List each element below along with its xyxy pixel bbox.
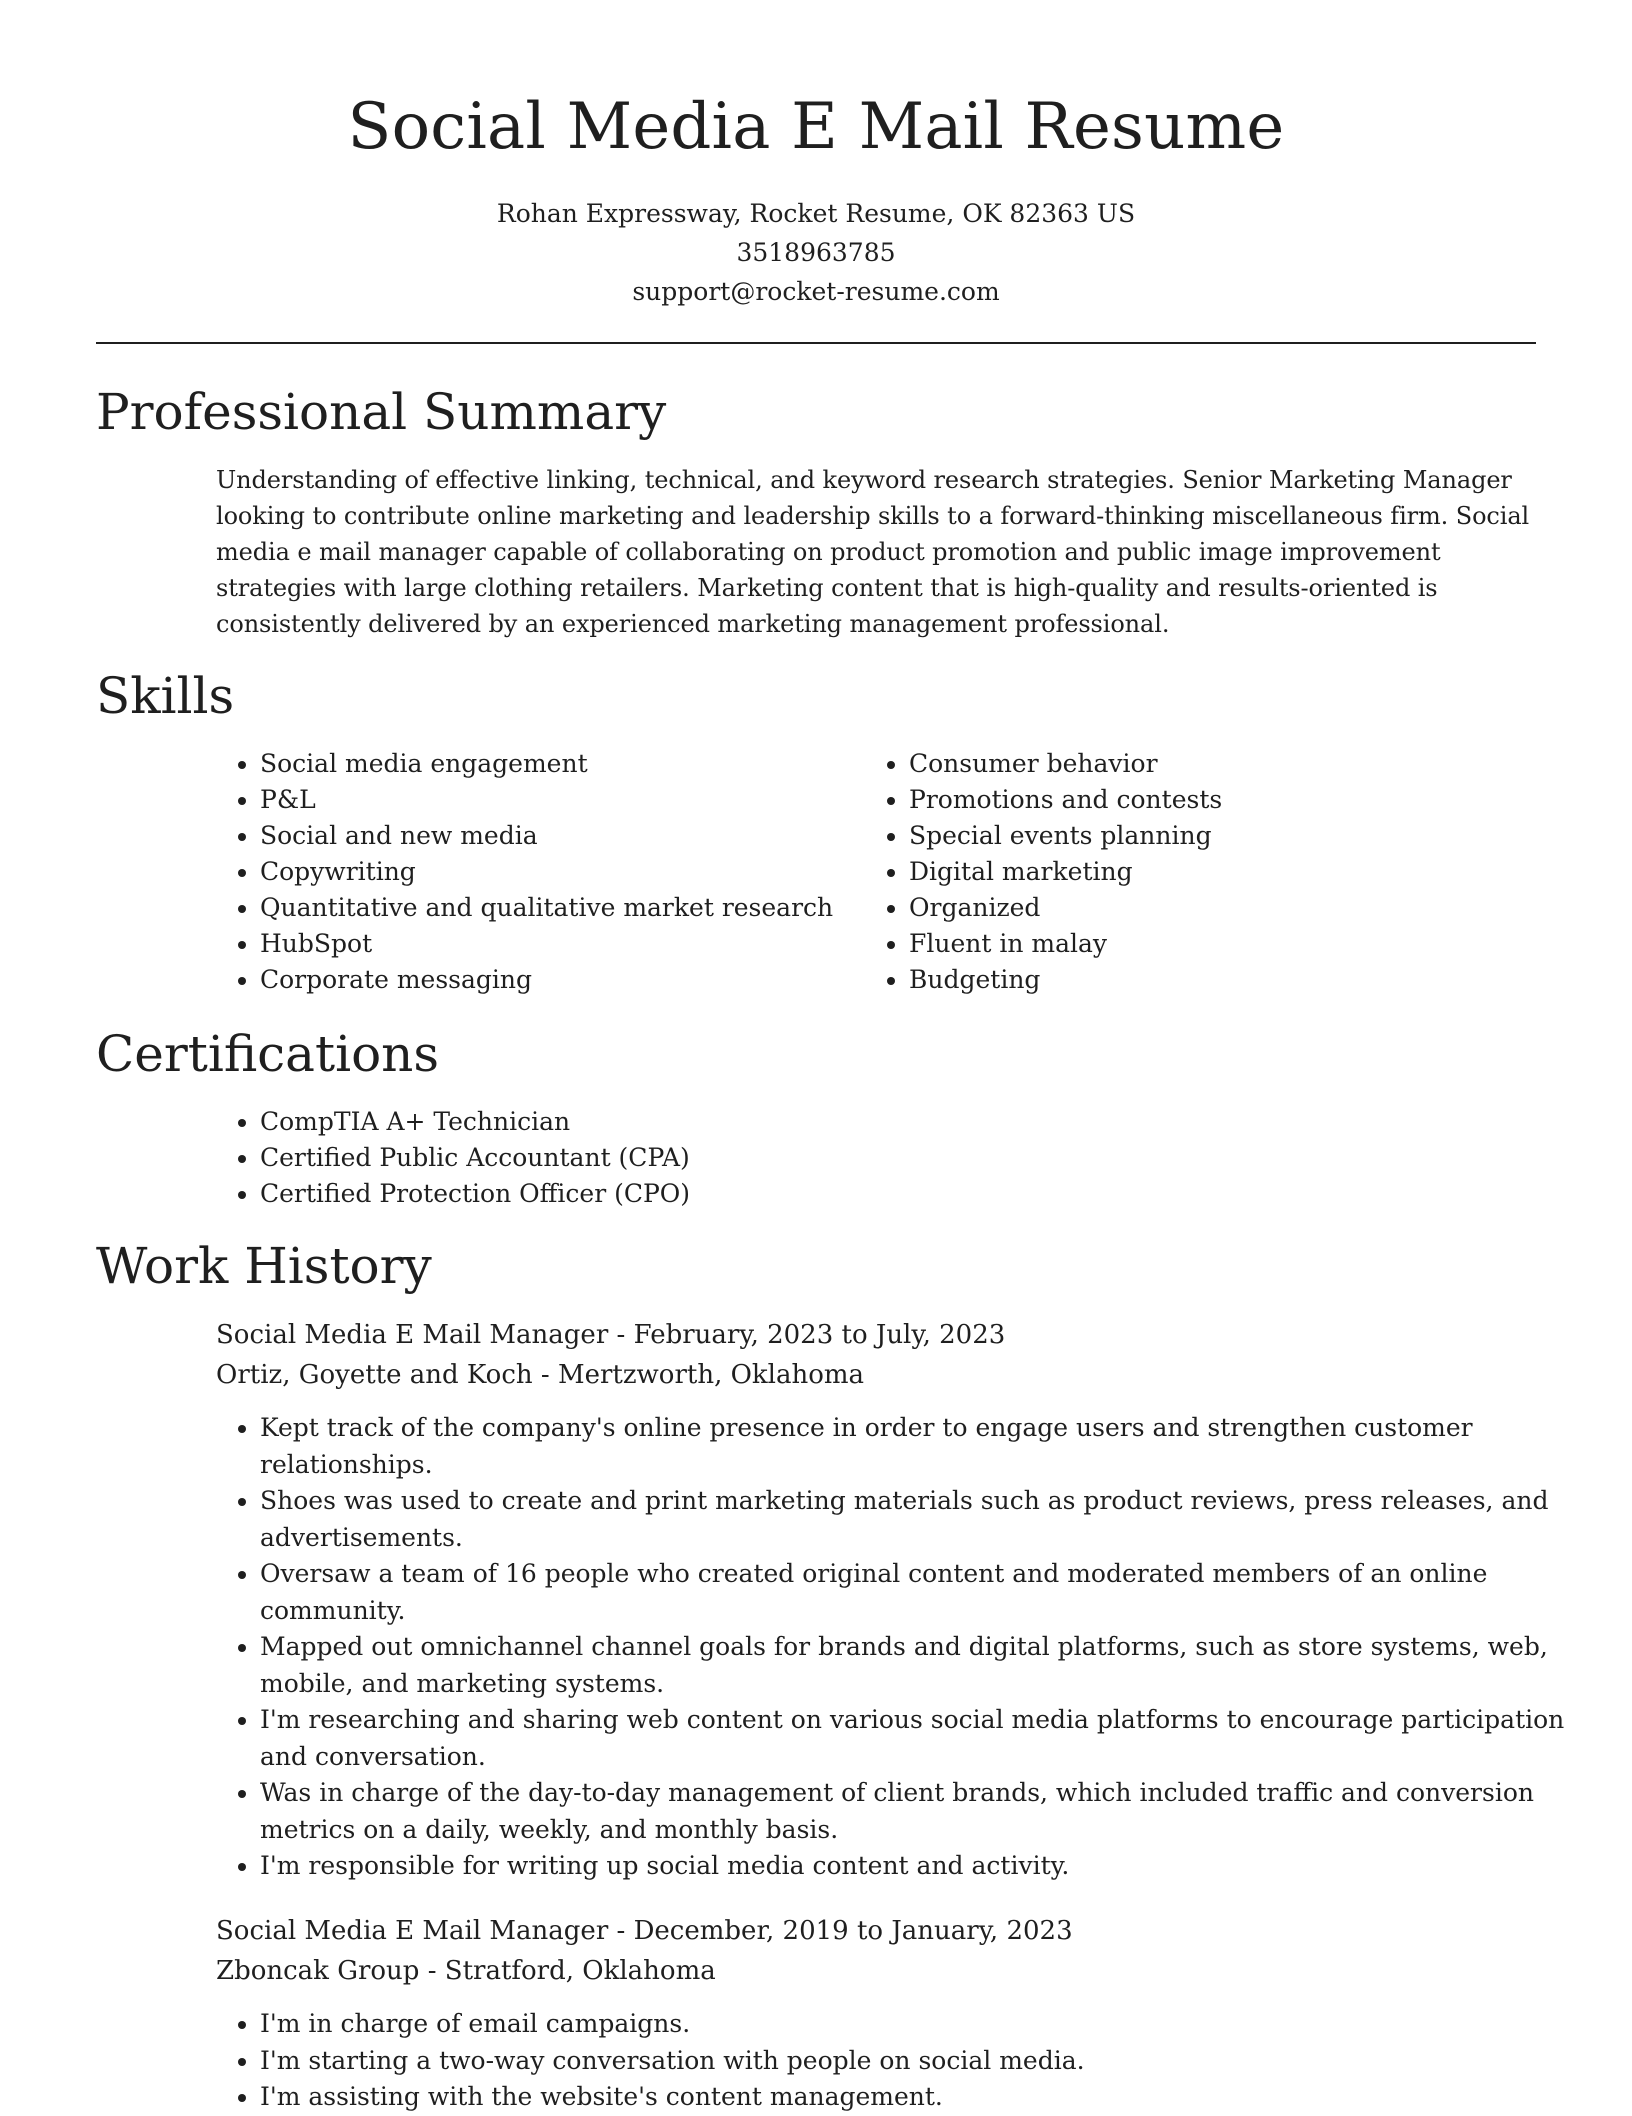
job-duties-list <box>216 1410 1590 1885</box>
job-role: Social Media E Mail Manager <box>216 1916 609 1946</box>
skill-item: • Organized <box>909 890 1529 926</box>
separator: - <box>532 1360 558 1390</box>
job-company: Zboncak Group <box>216 1956 420 1986</box>
skill-item: • Consumer behavior <box>909 746 1529 782</box>
section-title-certifications: Certifications <box>96 1025 440 1083</box>
job-company: Ortiz, Goyette and Koch <box>216 1360 533 1390</box>
skill-item: • Promotions and contests <box>909 782 1529 818</box>
skill-item: • Digital marketing <box>909 854 1529 890</box>
skill-item: • Corporate messaging <box>260 962 880 998</box>
section-title-summary: Professional Summary <box>96 383 667 441</box>
job-duty-item: • I'm assisting with the website's content management. <box>260 2079 1590 2116</box>
skill-item: • Social and new media <box>260 818 880 854</box>
job-duties-list <box>216 2006 1590 2116</box>
job-location: Stratford, Oklahoma <box>444 1956 716 1986</box>
separator: - <box>608 1916 634 1946</box>
job-role: Social Media E Mail Manager <box>216 1320 609 1350</box>
skill-item: • Social media engagement <box>260 746 880 782</box>
section-title-skills: Skills <box>96 667 235 725</box>
skill-item: • Fluent in malay <box>909 926 1529 962</box>
certification-item: • Certified Public Accountant (CPA) <box>260 1140 1460 1176</box>
job-employer <box>216 1951 716 1991</box>
job-duty-item: • Was in charge of the day-to-day management of client brands, which included traffic and conversion metrics on a daily, weekly, and monthly basis. <box>260 1775 1590 1848</box>
skill-item: • Special events planning <box>909 818 1529 854</box>
resume-title: Social Media E Mail Resume <box>347 90 1285 164</box>
job-duty-item: • Kept track of the company's online presence in order to engage users and strengthen customer relationships. <box>260 1410 1590 1483</box>
job-duty-item: • Oversaw a team of 16 people who created original content and moderated members of an online community. <box>260 1556 1590 1629</box>
job-duty-item: • I'm starting a two-way conversation with people on social media. <box>260 2043 1590 2080</box>
job-location: Mertzworth, Oklahoma <box>557 1360 865 1390</box>
job-duty-item: • I'm responsible for writing up social media content and activity. <box>260 1848 1590 1885</box>
contact-block <box>96 194 1536 311</box>
skill-item: • Copywriting <box>260 854 880 890</box>
certification-item: • Certified Protection Officer (CPO) <box>260 1176 1460 1212</box>
skill-item: • Budgeting <box>909 962 1529 998</box>
section-title-work-history: Work History <box>96 1237 432 1295</box>
job-dates: February, 2023 to July, 2023 <box>633 1320 1006 1350</box>
skill-item: • HubSpot <box>260 926 880 962</box>
summary-text: Understanding of effective linking, technical, and keyword research strategies. Senior Marketing Manager looking to contribute online marketing and leadership skills to a forward-thinking miscellaneous firm. Social media e mail manager capable of collaborating on product promotion and public image improvement strategies with large clothing retailers. Marketing content that is high-quality and results-oriented is consistently delivered by an experienced marketing management professional. <box>216 466 1530 638</box>
job-heading <box>216 1315 1005 1355</box>
resume-header <box>96 82 1536 311</box>
skills-list-left <box>216 746 880 998</box>
header-divider <box>96 342 1536 344</box>
certification-item: • CompTIA A+ Technician <box>260 1104 1460 1140</box>
job-duty-item: • Shoes was used to create and print marketing materials such as product reviews, press releases, and advertisements. <box>260 1483 1590 1556</box>
separator: - <box>608 1320 634 1350</box>
job-duty-item: • Mapped out omnichannel channel goals for brands and digital platforms, such as store systems, web, mobile, and marketing systems. <box>260 1629 1590 1702</box>
contact-address: Rohan Expressway, Rocket Resume, OK 82363 US <box>496 199 1136 228</box>
job-dates: December, 2019 to January, 2023 <box>633 1916 1073 1946</box>
skill-item: • Quantitative and qualitative market research <box>260 890 880 926</box>
contact-phone: 3518963785 <box>736 238 896 267</box>
job-employer <box>216 1355 864 1395</box>
job-heading <box>216 1911 1073 1951</box>
job-duty-item: • I'm researching and sharing web content on various social media platforms to encourage participation and conversation. <box>260 1702 1590 1775</box>
separator: - <box>419 1956 445 1986</box>
contact-email: support@rocket-resume.com <box>632 277 1000 306</box>
skills-list-right <box>865 746 1529 998</box>
job-duty-item: • I'm in charge of email campaigns. <box>260 2006 1590 2043</box>
certifications-list <box>216 1104 1460 1212</box>
skill-item: • P&L <box>260 782 880 818</box>
